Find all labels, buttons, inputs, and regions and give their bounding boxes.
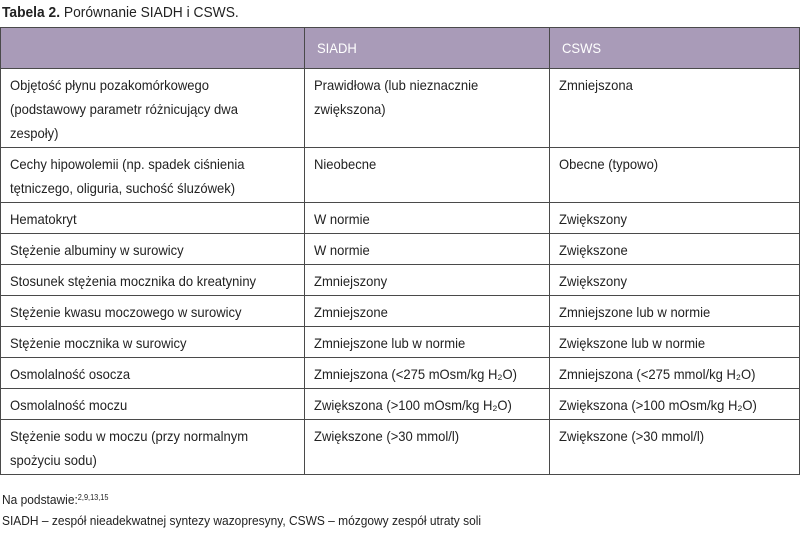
table-header-row — [1, 28, 800, 69]
row-siadh: Zmniejszony — [305, 265, 550, 296]
table-row — [1, 203, 800, 234]
table-row — [1, 389, 800, 420]
row-feature: Stężenie albuminy w surowicy — [1, 234, 305, 265]
row-csws: Zwiększony — [550, 203, 800, 234]
table-row — [1, 69, 800, 148]
row-feature: Hematokryt — [1, 203, 305, 234]
row-siadh: W normie — [305, 203, 550, 234]
row-siadh: Zmniejszone — [305, 296, 550, 327]
row-siadh: Zmniejszona (<275 mOsm/kg H₂O) — [305, 358, 550, 389]
row-feature: Stężenie kwasu moczowego w surowicy — [1, 296, 305, 327]
row-feature: Objętość płynu pozakomórkowego (podstawowy parametr różnicujący dwa zespoły) — [1, 69, 305, 148]
row-siadh: Zwiększone (>30 mmol/l) — [305, 420, 550, 475]
row-csws: Zwiększony — [550, 265, 800, 296]
row-feature: Cechy hipowolemii (np. spadek ciśnienia tętniczego, oliguria, suchość śluzówek) — [1, 148, 305, 203]
row-csws: Zwiększone (>30 mmol/l) — [550, 420, 800, 475]
header-cell-empty — [1, 28, 305, 69]
comparison-table — [0, 27, 800, 475]
row-feature: Stężenie sodu w moczu (przy normalnym spożyciu sodu) — [1, 420, 305, 475]
row-siadh: Prawidłowa (lub nieznacznie zwiększona) — [305, 69, 550, 148]
table-row — [1, 358, 800, 389]
row-csws: Zmniejszone lub w normie — [550, 296, 800, 327]
table-row — [1, 234, 800, 265]
abbreviations-note: SIADH – zespół nieadekwatnej syntezy wazopresyny, CSWS – mózgowy zespół utraty soli — [2, 513, 482, 528]
row-csws: Zwiększone — [550, 234, 800, 265]
source-note — [2, 492, 109, 508]
row-siadh: W normie — [305, 234, 550, 265]
caption-label: Tabela 2. — [2, 4, 61, 21]
table-row — [1, 265, 800, 296]
row-siadh: Zwiększona (>100 mOsm/kg H₂O) — [305, 389, 550, 420]
caption-text: Porównanie SIADH i CSWS. — [63, 4, 239, 21]
table-row — [1, 420, 800, 475]
header-cell-csws: CSWS — [550, 28, 800, 69]
row-csws: Zmniejszona — [550, 69, 800, 148]
table-caption — [2, 4, 239, 22]
row-siadh: Zmniejszone lub w normie — [305, 327, 550, 358]
row-feature: Osmolalność osocza — [1, 358, 305, 389]
row-feature: Osmolalność moczu — [1, 389, 305, 420]
header-cell-siadh: SIADH — [305, 28, 550, 69]
row-feature: Stosunek stężenia mocznika do kreatyniny — [1, 265, 305, 296]
row-csws: Zwiększona (>100 mOsm/kg H₂O) — [550, 389, 800, 420]
row-csws: Zwiększone lub w normie — [550, 327, 800, 358]
row-csws: Zmniejszona (<275 mmol/kg H₂O) — [550, 358, 800, 389]
source-label: Na podstawie: — [2, 492, 78, 507]
row-csws: Obecne (typowo) — [550, 148, 800, 203]
table-row — [1, 296, 800, 327]
table-row — [1, 327, 800, 358]
row-siadh: Nieobecne — [305, 148, 550, 203]
source-refs: 2,9,13,15 — [77, 493, 109, 502]
table-row — [1, 148, 800, 203]
row-feature: Stężenie mocznika w surowicy — [1, 327, 305, 358]
